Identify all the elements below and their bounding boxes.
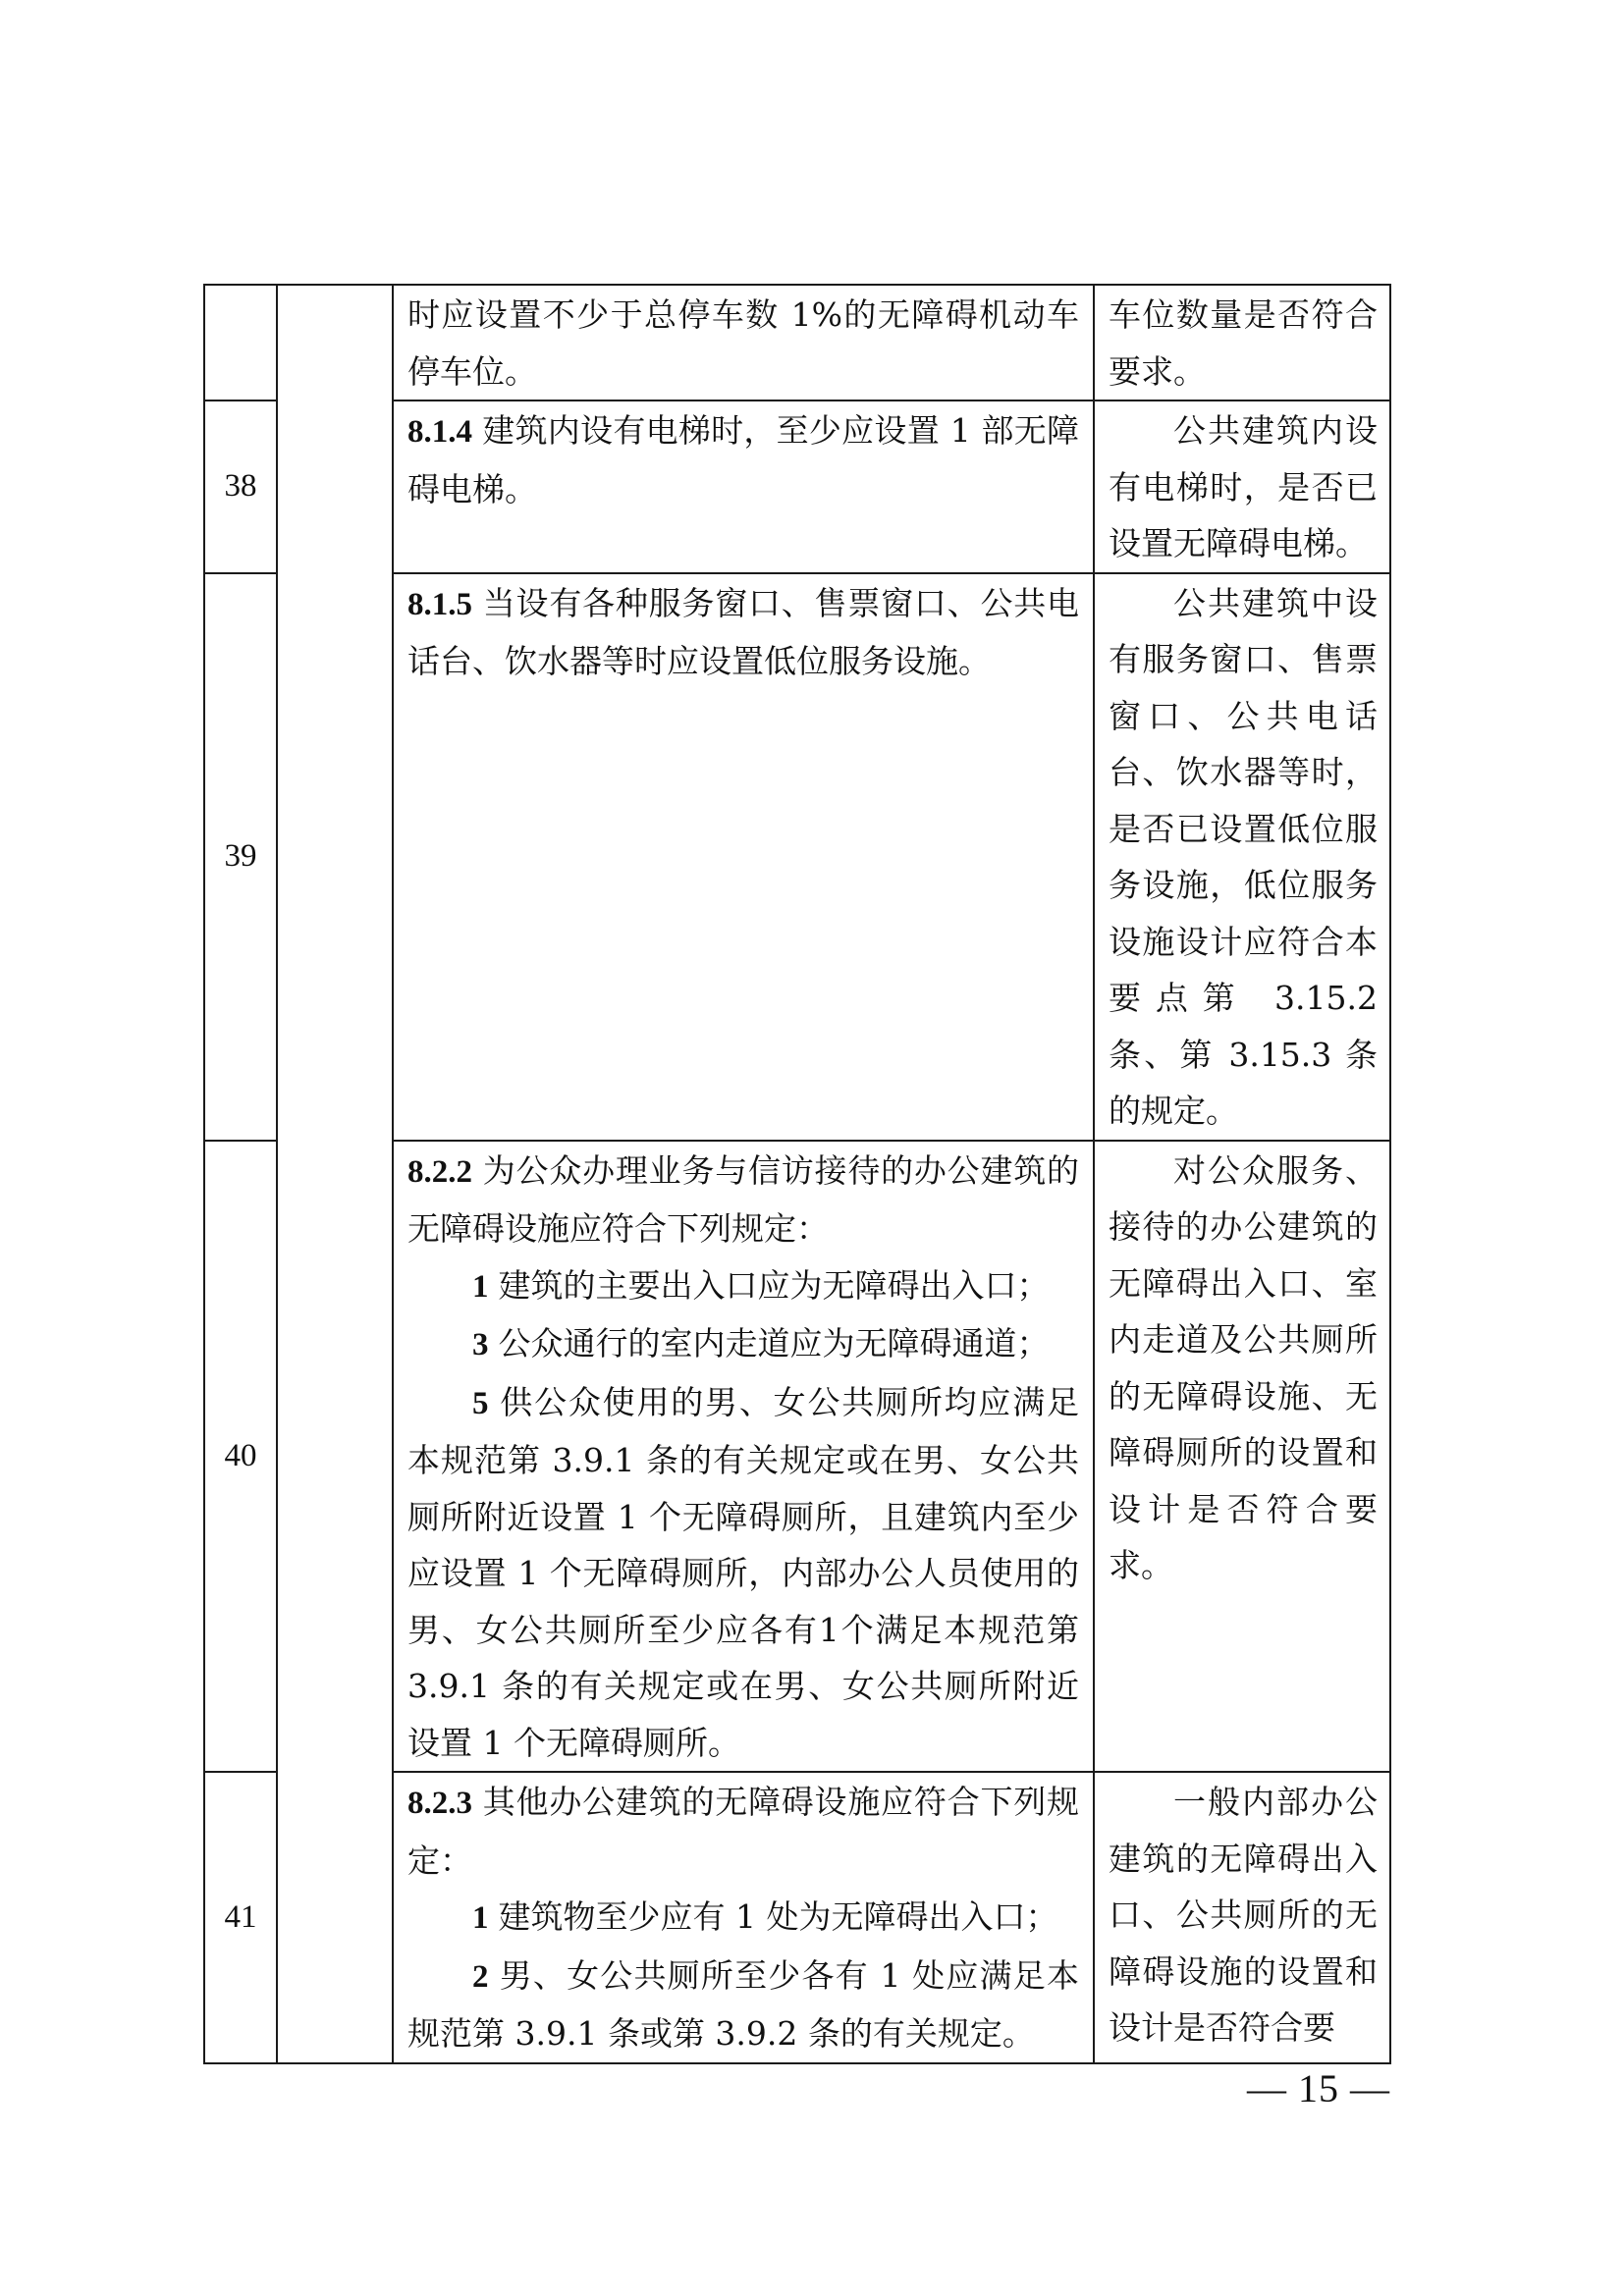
list-item bbox=[407, 1315, 1079, 1374]
review-point-text: 一般内部办公建筑的无障碍出入口、公共厕所的无障碍设施的设置和设计是否符合要 bbox=[1109, 1783, 1378, 2047]
page-number: — 15 — bbox=[1247, 2066, 1390, 2110]
list-item bbox=[407, 1257, 1079, 1316]
item-text: 建筑物至少应有 1 处为无障碍出入口； bbox=[498, 1897, 1058, 1936]
review-point-cell bbox=[1094, 1141, 1390, 1773]
clause-number: 8.1.5 bbox=[407, 586, 472, 622]
row-number-cell bbox=[204, 285, 277, 400]
row-number-cell: 38 bbox=[204, 400, 277, 573]
item-number: 3 bbox=[472, 1327, 489, 1362]
review-point-text: 车位数量是否符合要求。 bbox=[1109, 295, 1378, 391]
review-point-cell bbox=[1094, 573, 1390, 1141]
clause-text: 建筑内设有电梯时，至少应设置 1 部无障碍电梯。 bbox=[407, 411, 1079, 508]
item-number: 1 bbox=[472, 1268, 489, 1305]
row-number-cell: 41 bbox=[204, 1772, 277, 2063]
item-text: 建筑的主要出入口应为无障碍出入口； bbox=[498, 1265, 1050, 1305]
item-number: 2 bbox=[472, 1958, 489, 1995]
review-point-text: 公共建筑中设有服务窗口、售票窗口、公共电话台、饮水器等时，是否已设置低位服务设施，低位服务设施设计应符合本要点第 3.15.2 条、第 3.15.3 条的规定。 bbox=[1109, 583, 1378, 1130]
review-table bbox=[203, 284, 1391, 2064]
clause-number: 8.2.2 bbox=[407, 1153, 472, 1190]
clause-content-cell bbox=[393, 573, 1094, 1141]
clause-text: 时应设置不少于总停车数 1%的无障碍机动车停车位。 bbox=[407, 295, 1079, 391]
review-point-cell bbox=[1094, 1772, 1390, 2063]
clause-intro: 为公众办理业务与信访接待的办公建筑的无障碍设施应符合下列规定： bbox=[407, 1150, 1079, 1248]
row-number-cell: 39 bbox=[204, 573, 277, 1141]
clause-content-cell bbox=[393, 1141, 1094, 1773]
clause-text: 当设有各种服务窗口、售票窗口、公共电话台、饮水器等时应设置低位服务设施。 bbox=[407, 583, 1079, 680]
clause-content-cell bbox=[393, 285, 1094, 400]
item-text: 供公众使用的男、女公共厕所均应满足本规范第 3.9.1 条的有关规定或在男、女公共厕所附近设置 1 个无障碍厕所，且建筑内至少应设置 1 个无障碍厕所，内部办公人员使用的男、女公共厕所至少应各有1个满足本规范第 3.9.1 条的有关规定或在男、女公共厕所附近设置 1 个无障碍厕所。 bbox=[407, 1382, 1079, 1762]
review-point-cell bbox=[1094, 400, 1390, 573]
clause-content-cell bbox=[393, 1772, 1094, 2063]
category-cell bbox=[277, 285, 393, 2063]
clause-content-cell bbox=[393, 400, 1094, 573]
item-number: 5 bbox=[472, 1385, 489, 1421]
item-text: 公众通行的室内走道应为无障碍通道； bbox=[498, 1324, 1050, 1362]
item-number: 1 bbox=[472, 1900, 489, 1936]
item-text: 男、女公共厕所至少各有 1 处应满足本规范第 3.9.1 条或第 3.9.2 条的有关规定。 bbox=[407, 1955, 1079, 2053]
table-row bbox=[204, 285, 1390, 400]
review-point-cell bbox=[1094, 285, 1390, 400]
list-item bbox=[407, 1889, 1079, 1948]
review-point-text: 公共建筑内设有电梯时，是否已设置无障碍电梯。 bbox=[1109, 411, 1378, 562]
review-point-text: 对公众服务、接待的办公建筑的无障碍出入口、室内走道及公共厕所的无障碍设施、无障碍厕所的设置和设计是否符合要求。 bbox=[1109, 1150, 1378, 1584]
clause-intro: 其他办公建筑的无障碍设施应符合下列规定： bbox=[407, 1783, 1079, 1880]
list-item bbox=[407, 1374, 1079, 1772]
list-item bbox=[407, 1948, 1079, 2062]
clause-number: 8.1.4 bbox=[407, 414, 472, 450]
row-number-cell: 40 bbox=[204, 1141, 277, 1773]
clause-number: 8.2.3 bbox=[407, 1786, 472, 1821]
